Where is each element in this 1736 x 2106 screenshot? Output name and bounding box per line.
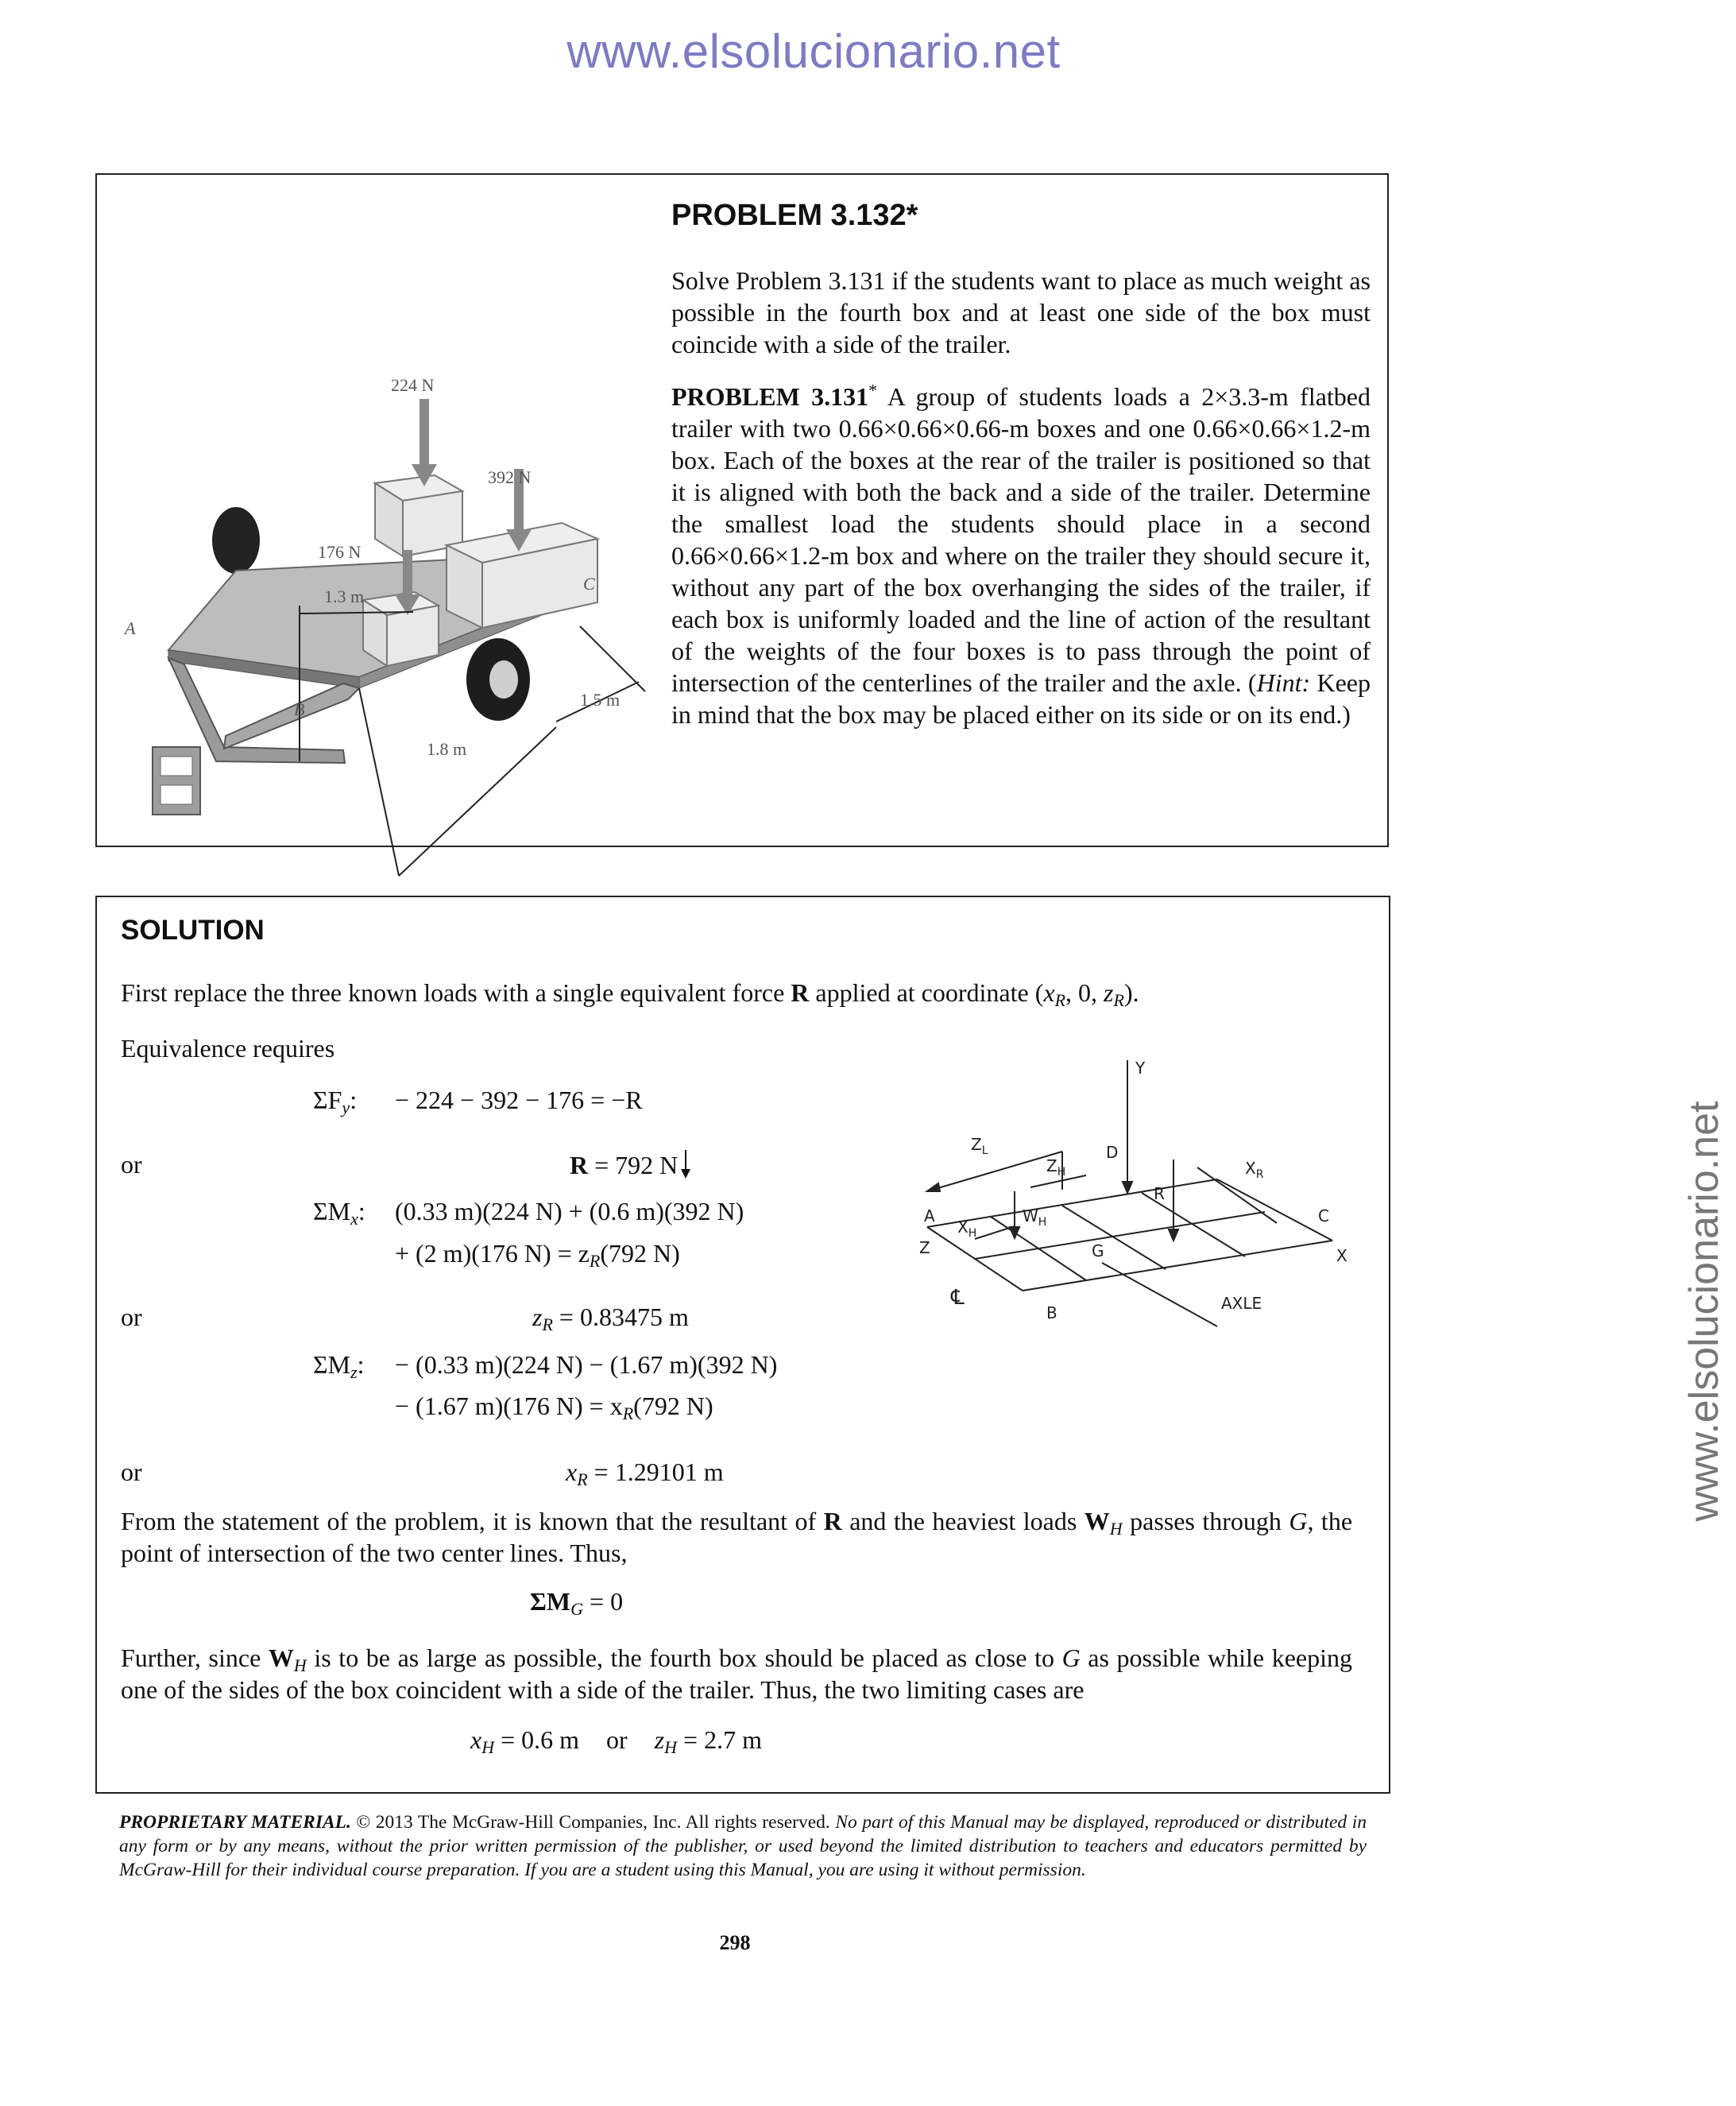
label-a: A <box>125 618 136 638</box>
label-18: 1.8 m <box>427 739 467 759</box>
sum-mz-line1: − (0.33 m)(224 N) − (1.67 m)(392 N) <box>395 1350 778 1379</box>
coordinate-sketch <box>903 1056 1356 1334</box>
trailer-figure <box>121 270 709 811</box>
r-result: R = 792 N <box>570 1148 694 1181</box>
sketch-g: G <box>1092 1241 1104 1260</box>
reference-text: A group of students loads a 2×3.3-m flatbed trailer with two 0.66×0.66×0.66-m boxes and one 0.66×0.66×1.2-m box. Each of the boxes at the rear of the trailer is positioned so that it is aligned with both the back and a side of the trailer. Determine the smallest load the students should place in a second 0.66×0.66×1.2-m box and where on the trailer they should secure it, without any part of the box overhanging the sides of the trailer, if each box is uniformly loaded and the line of action of the resultant of the weights of the four boxes is to pass through the point of intersection of the centerlines of the trailer and the axle. ( <box>671 382 1371 697</box>
sum-mg: $\Sigma M_G = 0$ <box>530 1587 624 1619</box>
sketch-wh: $W_H$ <box>1023 1206 1047 1229</box>
footer-lead: PROPRIETARY MATERIAL. <box>119 1812 351 1833</box>
solution-intro: First replace the three known loads with a single equivalent force R applied at coordinate ($x_R$, 0, $z_R$). <box>121 978 1139 1010</box>
sum-mx-line2: + (2 m)(176 $N) = z_R(792$ N) <box>395 1239 680 1271</box>
further-paragraph: Further, since $W_H$ is to be as large as possible, the fourth box should be placed as close to G as possible while keeping one of the sides of the box coincident with a side of the trailer. Thus, the two limiting cases are <box>121 1643 1353 1704</box>
footer-notice: No part of this Manual may be displayed, reproduced or distributed in any form or by any means, without the prior written permission of the publisher, or used beyond the limited distribution to teachers and educators permitted by McGraw-Hill for their individual course preparation. If you are a student using this Manual, you are using it without permission. <box>119 1812 1367 1880</box>
sum-mz-line2: − (1.67 m)(176 $N) = x_R(792$ N) <box>395 1392 713 1423</box>
label-b: B <box>294 699 305 719</box>
sketch-z: Z <box>919 1238 930 1257</box>
sketch-xr: $X_R$ <box>1245 1159 1264 1181</box>
label-176: 176 N <box>318 542 362 562</box>
limiting-cases: $x_H = 0.6$ m or $z_H = 2.7$ m <box>470 1725 762 1757</box>
sum-mx-label: $\Sigma M_x$: <box>313 1197 365 1229</box>
problem-text <box>671 199 1371 751</box>
rear-wheel <box>212 507 260 574</box>
or-2: or <box>121 1303 142 1331</box>
sketch-x: X <box>1336 1246 1347 1265</box>
hint-text: Keep in mind that the box may be placed either on its side or on its end.) <box>671 668 1371 729</box>
sum-fy-label: $\Sigma F_y$: <box>313 1086 358 1117</box>
or-1: or <box>121 1150 142 1179</box>
label-224: 224 N <box>391 375 435 395</box>
footer-copyright: © 2013 The McGraw-Hill Companies, Inc. All rights reserved. <box>350 1812 836 1833</box>
sketch-y: Y <box>1135 1059 1146 1078</box>
problem-title: PROBLEM 3.132* <box>671 199 918 232</box>
problem-box <box>95 173 1389 847</box>
trailer-tongue-right <box>224 683 359 749</box>
sketch-c: C <box>1318 1206 1329 1225</box>
page-number: 298 <box>719 1931 751 1954</box>
sum-mz-label: $\Sigma M_z$: <box>313 1350 365 1382</box>
footer <box>119 1810 1367 1882</box>
watermark-top[interactable]: www.elsolucionario.net <box>566 25 1061 78</box>
watermark-side: www.elsolucionario.net <box>1681 1101 1727 1522</box>
label-c: C <box>583 574 595 594</box>
sketch-a: A <box>924 1206 935 1225</box>
sum-mx-line1: (0.33 m)(224 N) + (0.6 m)(392 N) <box>395 1197 744 1225</box>
sketch-zl: $Z_L$ <box>971 1135 988 1157</box>
label-392: 392 N <box>488 467 532 487</box>
sketch-b: B <box>1046 1303 1057 1322</box>
sum-fy-equation: − 224 − 392 − 176 = −R <box>395 1086 643 1114</box>
sketch-zh: $Z_H$ <box>1046 1156 1066 1179</box>
sketch-r: R <box>1154 1184 1165 1203</box>
centerline-icon: ℄ <box>951 1286 965 1310</box>
problem-reference <box>671 381 1371 730</box>
xr-result: $x_R = 1.29101$ m <box>566 1458 724 1489</box>
solution-box <box>95 896 1390 1794</box>
solution-title: SOLUTION <box>121 915 265 946</box>
or-3: or <box>121 1458 142 1486</box>
zr-result: $z_R = 0.83475$ m <box>532 1303 689 1334</box>
equivalence-requires: Equivalence requires <box>121 1034 335 1063</box>
statement-paragraph: From the statement of the problem, it is known that the resultant of R and the heaviest loads $W_H$ passes through G, the point of intersection of the two center lines. Thus, <box>121 1507 1353 1567</box>
problem-statement: Solve Problem 3.131 if the students want to place as much weight as possible in the fourth box and at least one side of the box must coincide with a side of the trailer. <box>671 266 1371 358</box>
sketch-d: D <box>1106 1143 1119 1162</box>
sketch-axle: AXLE <box>1221 1294 1262 1313</box>
label-15: 1.5 m <box>580 690 621 710</box>
reference-star: * <box>868 380 878 401</box>
arrow-down-icon <box>678 1148 694 1180</box>
sketch-xh: $X_H$ <box>957 1218 977 1240</box>
hint-label: Hint: <box>1256 668 1311 697</box>
label-13: 1.3 m <box>324 587 365 606</box>
reference-label: PROBLEM 3.131 <box>671 382 869 411</box>
